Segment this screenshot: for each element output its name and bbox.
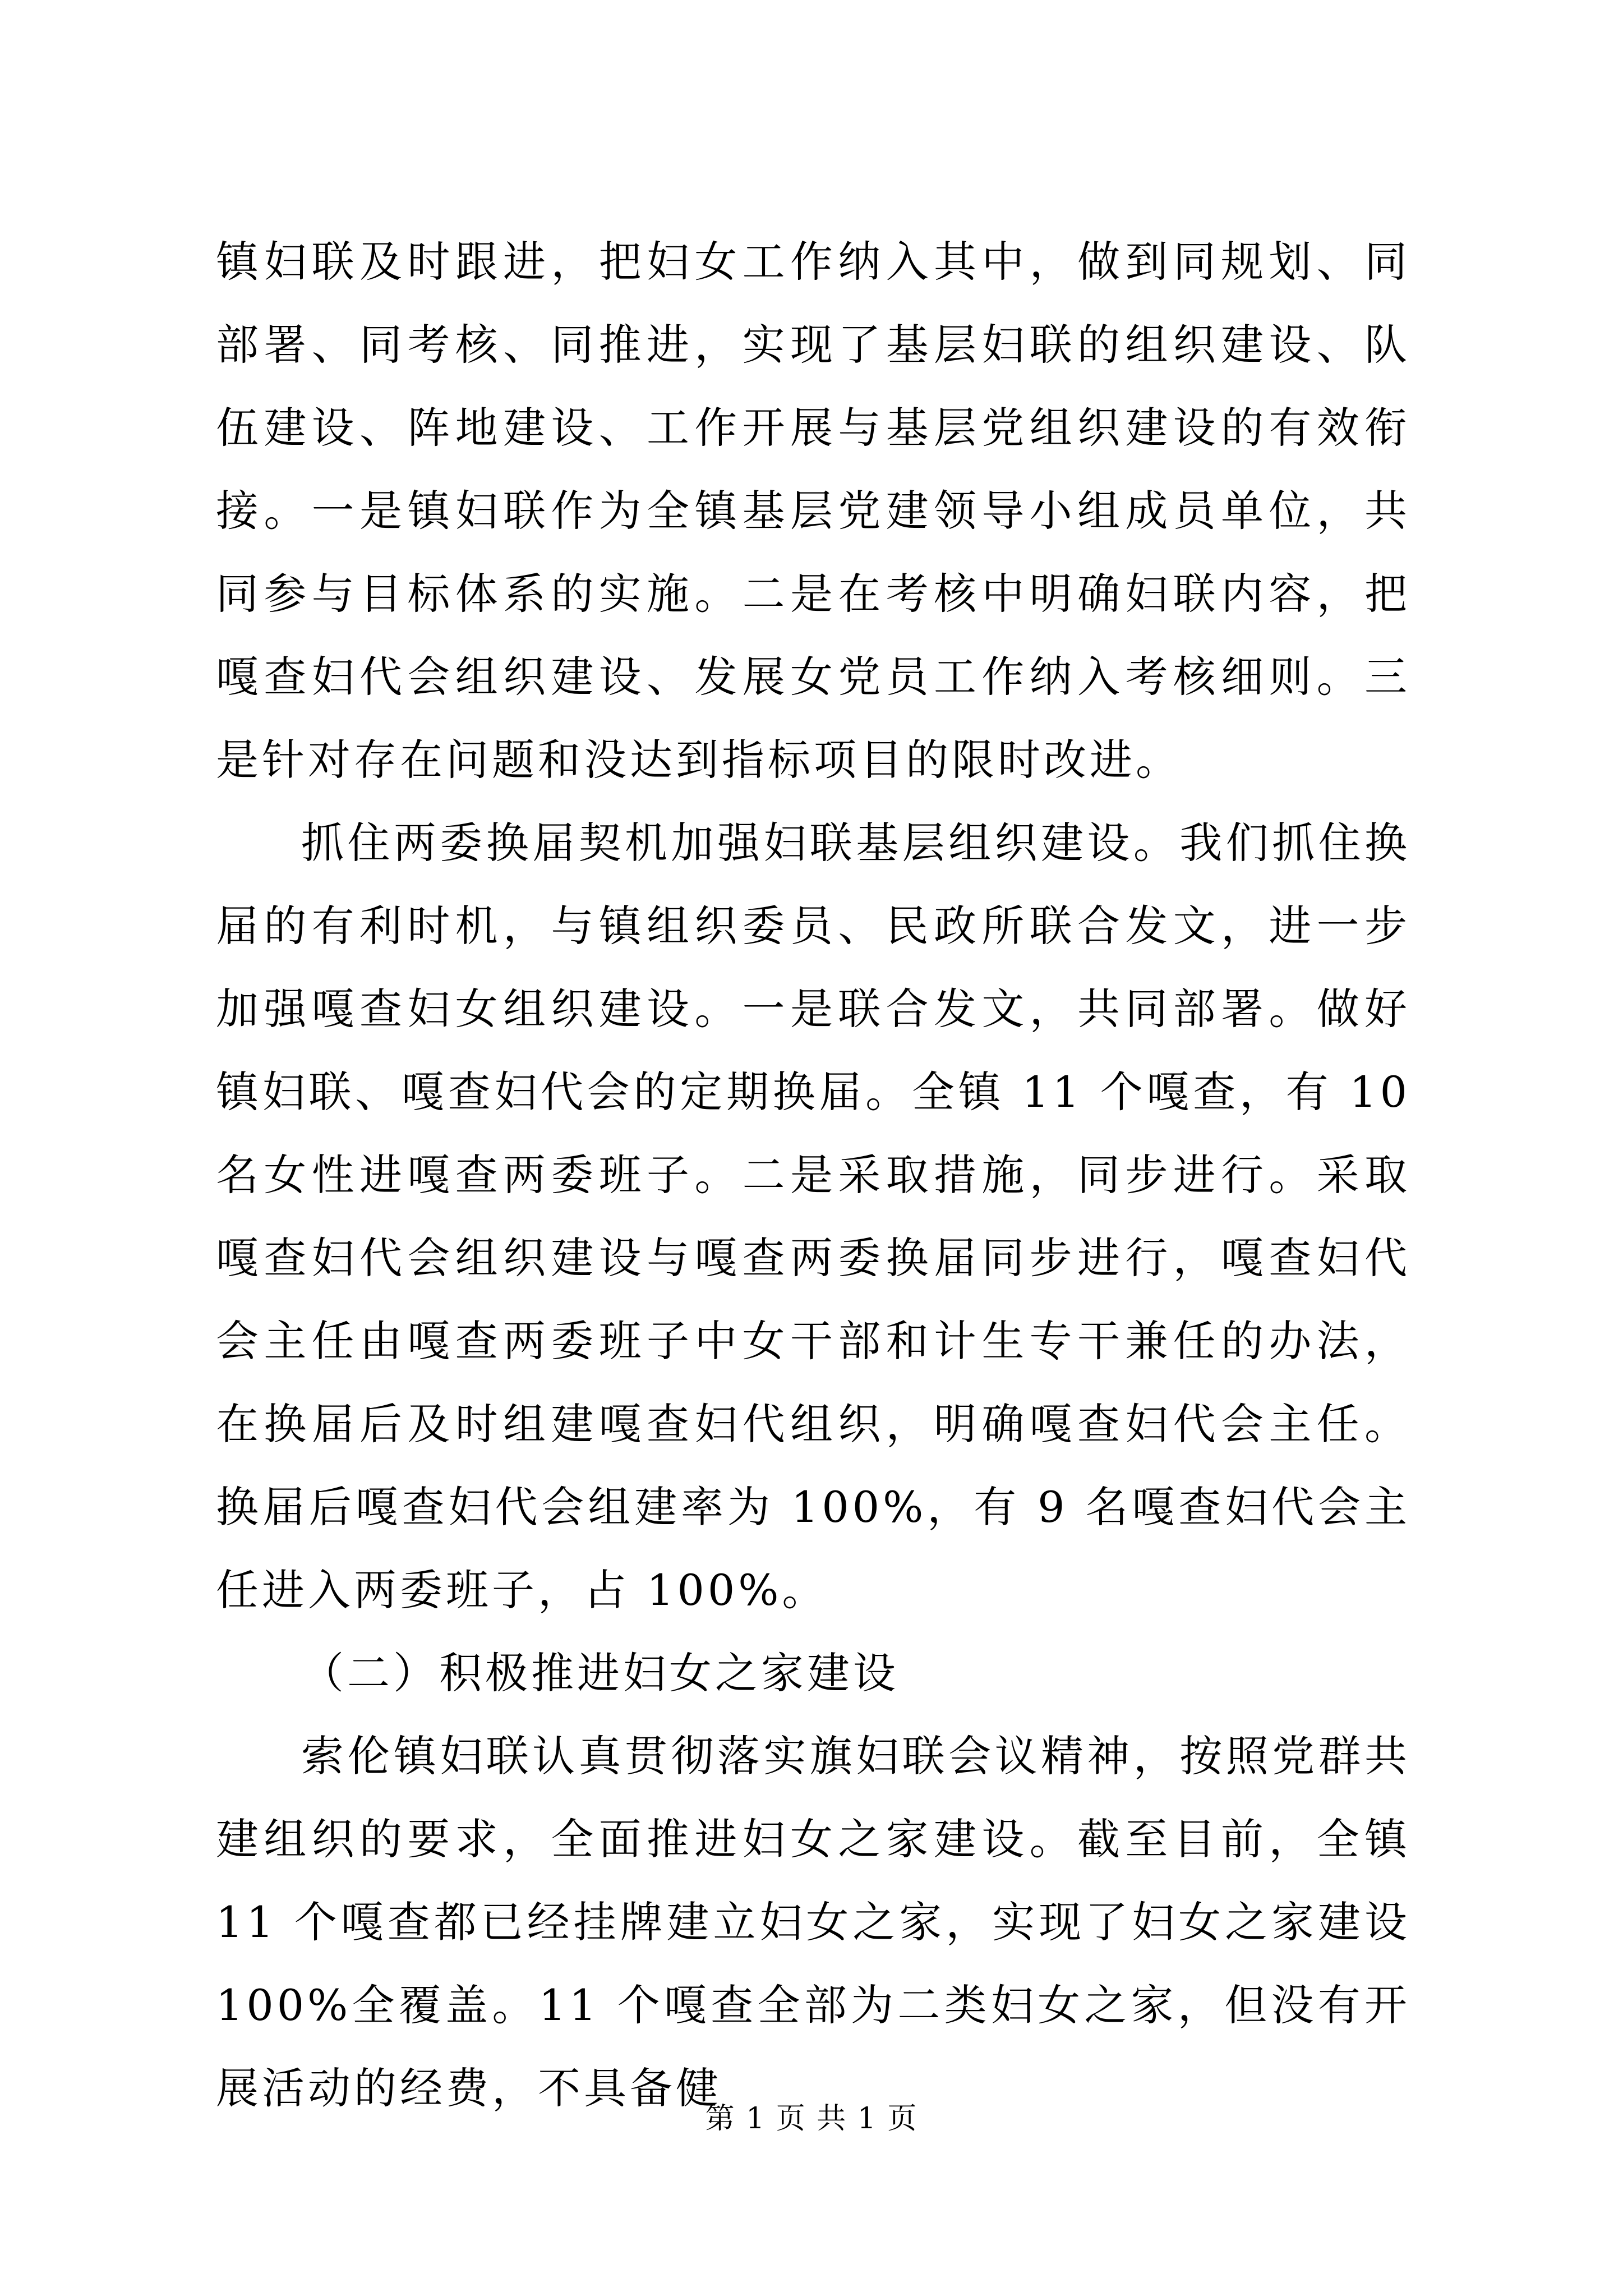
page-footer: 第 1 页 共 1 页 <box>705 2102 918 2136</box>
section-heading-womens-home: （二）积极推进妇女之家建设 <box>301 1648 899 1698</box>
paragraph-election-organization: 抓住两委换届契机加强妇联基层组织建设。我们抓住换届的有利时机，与镇组织委员、民政所联合发文，进一步加强嘎查妇女组织建设。一是联合发文，共同部署。做好镇妇联、嘎查妇代会的定期换届。全镇 11 个嘎查，有 10 名女性进嘎查两委班子。二是采取措施，同步进行。采取嘎查妇代会组织建设与嘎查两委换届同步进行，嘎查妇代会主任由嘎查两委班子中女干部和计生专干兼任的办法，在换届后及时组建嘎查妇代组织，明确嘎查妇代会主任。换届后嘎查妇代会组建率为 100%，有 9 名嘎查妇代会主任进入两委班子，占 100%。 <box>216 818 1410 1615</box>
paragraph-continuation: 镇妇联及时跟进，把妇女工作纳入其中，做到同规划、同部署、同考核、同推进，实现了基层妇联的组织建设、队伍建设、阵地建设、工作开展与基层党组织建设的有效衔接。一是镇妇联作为全镇基层党建领导小组成员单位，共同参与目标体系的实施。二是在考核中明确妇联内容，把嘎查妇代会组织建设、发展女党员工作纳入考核细则。三是针对存在问题和没达到指标项目的限时改进。 <box>216 237 1410 785</box>
document-body <box>216 220 1410 2130</box>
paragraph-womens-home: 索伦镇妇联认真贯彻落实旗妇联会议精神，按照党群共建组织的要求，全面推进妇女之家建设。截至目前，全镇 11 个嘎查都已经挂牌建立妇女之家，实现了妇女之家建设 100%全覆盖。11 个嘎查全部为二类妇女之家，但没有开展活动的经费，不具备健 <box>216 1731 1410 2113</box>
